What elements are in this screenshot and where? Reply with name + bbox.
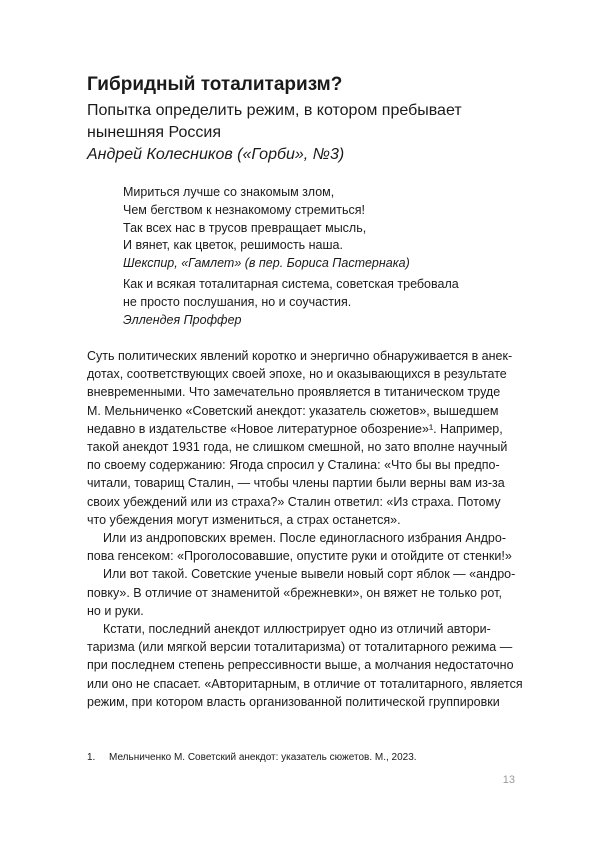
- footnote-text: Мельниченко М. Советский анекдот: указатель сюжетов. М., 2023.: [109, 752, 417, 763]
- body-line: что убеждения могут измениться, а страх останется».: [87, 512, 401, 527]
- page-number: 13: [502, 774, 515, 786]
- body-line: или оно не спасает. «Авторитарным, в отличие от тоталитарного, является: [87, 676, 523, 691]
- body-line: М. Мельниченко «Советский анекдот: указатель сюжетов», вышедшем: [87, 403, 499, 418]
- body-line: такой анекдот 1931 года, не слишком смешной, но зато вполне научный: [87, 440, 508, 455]
- body-line: Или из андроповских времен. После единогласного избрания Андро-: [103, 531, 506, 546]
- body-line: Кстати, последний анекдот иллюстрирует одно из отличий автори-: [103, 622, 491, 637]
- epigraph-line: не просто послушания, но и соучастия.: [123, 294, 352, 309]
- body-line: дотах, соответствующих своей эпохе, но и оказывающихся в результате: [87, 367, 507, 382]
- epigraph-line: Так всех нас в трусов превращает мысль,: [123, 220, 367, 235]
- epigraph-author: Шекспир, «Гамлет» (в пер. Бориса Пастернака): [123, 256, 410, 271]
- article-subtitle: Попытка определить режим, в котором пребывает нынешняя Россия: [87, 102, 462, 141]
- body-text: [87, 347, 523, 711]
- body-line: своих убеждений или из страха?» Сталин ответил: «Из страха. Потому: [87, 494, 501, 509]
- body-line: по своему содержанию: Ягода спросил у Сталина: «Что бы вы предпо-: [87, 458, 500, 473]
- epigraph-line: Как и всякая тоталитарная система, советская требовала: [123, 277, 459, 291]
- epigraph-line: Мириться лучше со знакомым злом,: [123, 185, 335, 199]
- body-line: читали, товарищ Сталин, — чтобы члены партии были верны вам из-за: [87, 476, 505, 491]
- epigraph-author: Эллендея Проффер: [123, 312, 242, 327]
- body-line: но и руки.: [87, 603, 144, 618]
- epigraph-proffer: [123, 276, 523, 329]
- body-line: режим, при котором власть организованной политической группировки: [87, 694, 500, 709]
- body-line: таризма (или мягкой версии тоталитаризма) от тоталитарного режима —: [87, 640, 513, 655]
- body-line: при последнем степень репрессивности выше, а молчания недостаточно: [87, 658, 514, 673]
- footnote: [87, 752, 417, 763]
- article-byline: Андрей Колесников («Горби», №3): [87, 146, 345, 163]
- body-line: Или вот такой. Советские ученые вывели новый сорт яблок — «андро-: [103, 567, 516, 582]
- body-line: пова генсеком: «Проголосовавшие, опустите руки и отойдите от стенки!»: [87, 549, 512, 564]
- article-title: Гибридный тоталитаризм?: [87, 74, 343, 95]
- epigraph-shakespeare: [123, 184, 523, 273]
- body-line: Суть политических явлений коротко и энергично обнаруживается в анек-: [87, 349, 513, 363]
- epigraph-line: И вянет, как цветок, решимость наша.: [123, 238, 343, 253]
- epigraph-line: Чем бегством к незнакомому стремиться!: [123, 202, 365, 217]
- body-line: вневременными. Что замечательно проявляется в титаническом труде: [87, 385, 501, 400]
- footnote-number: 1.: [87, 752, 96, 763]
- body-line: повку». В отличие от знаменитой «брежневки», он вяжет не только рот,: [87, 585, 502, 600]
- body-line: недавно в издательстве «Новое литературное обозрение»¹. Например,: [87, 421, 503, 436]
